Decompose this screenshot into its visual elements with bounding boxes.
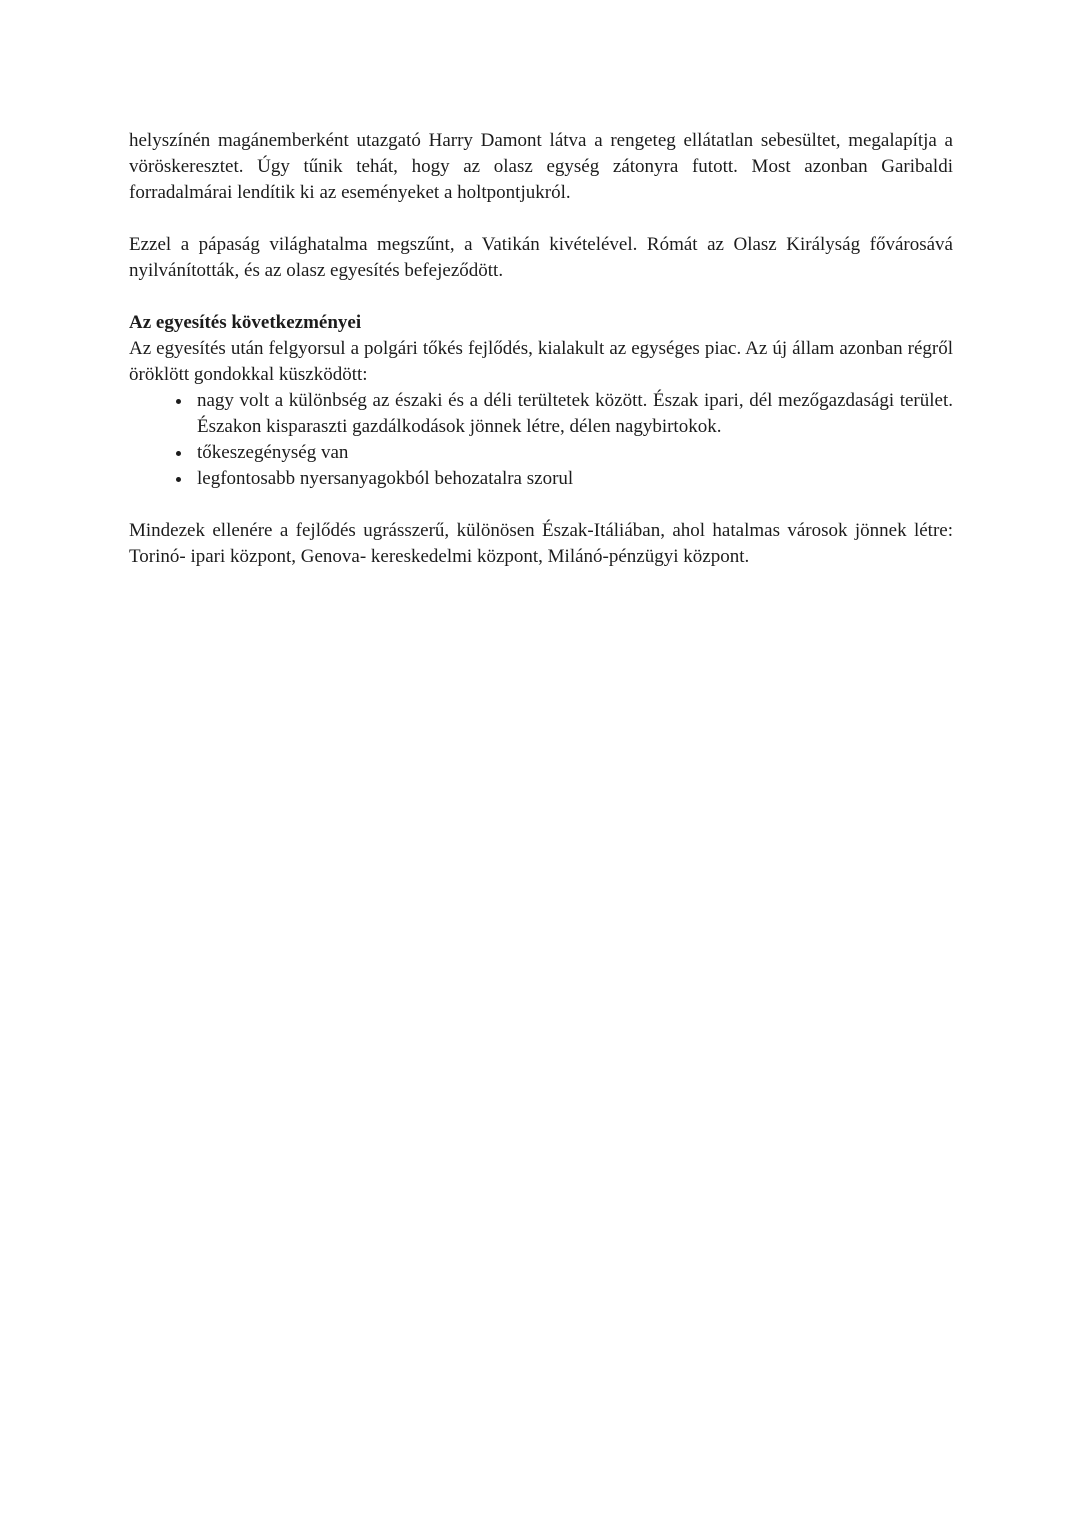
paragraph-consequences-intro: Az egyesítés után felgyorsul a polgári tőkés fejlődés, kialakult az egységes piac. Az új állam azonban régről öröklött gondokkal küszködött:: [129, 338, 953, 385]
document-content: [129, 128, 953, 596]
list-item-north-south: • nagy volt a különbség az északi és a déli terültetek között. Észak ipari, dél mezőgazdasági terület. Északon kisparaszti gazdálkodások jönnek létre, délen nagybirtokok.: [193, 388, 953, 440]
list-item-capital-shortage: • tőkeszegénység van: [193, 440, 953, 466]
paragraph-papacy-end: Ezzel a pápaság világhatalma megszűnt, a Vatikán kivételével. Rómát az Olasz Királyság fővárosává nyilvánították, és az olasz egyesítés befejeződött.: [129, 234, 953, 281]
paragraph-development-cities: Mindezek ellenére a fejlődés ugrásszerű, különösen Észak-Itáliában, ahol hatalmas városok jönnek létre: Torinó- ipari központ, Genova- kereskedelmi központ, Milánó-pénzügyi központ.: [129, 520, 953, 567]
bullet-list: [129, 388, 953, 492]
section-heading-consequences: Az egyesítés következményei: [129, 312, 362, 333]
list-item-raw-materials: • legfontosabb nyersanyagokból behozatalra szorul: [193, 466, 953, 492]
paragraph-unification-stalled: helyszínén magánemberként utazgató Harry Damont látva a rengeteg ellátatlan sebesültet, megalapítja a vöröskeresztet. Úgy tűnik tehát, hogy az olasz egység zátonyra futott. Most azonban Garibaldi forradalmárai lendítik ki az eseményeket a holtpontjukról.: [129, 130, 953, 203]
